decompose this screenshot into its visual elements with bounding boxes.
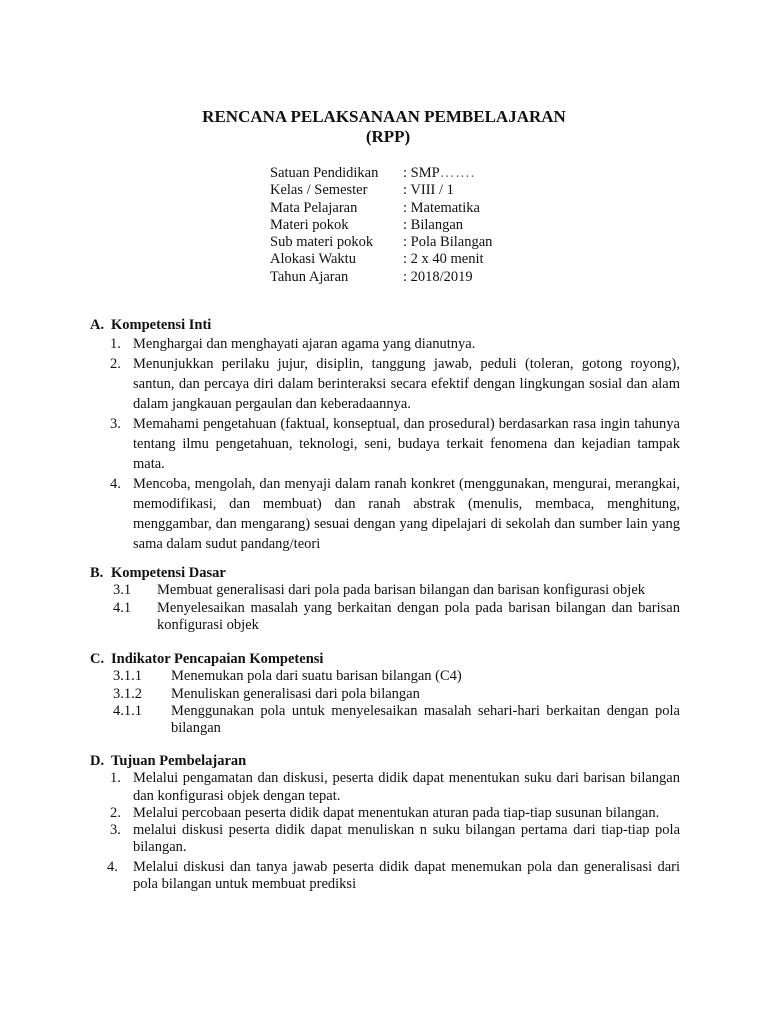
section-title: Tujuan Pembelajaran xyxy=(111,753,247,769)
title-line-2: (RPP) xyxy=(365,127,411,146)
list-item xyxy=(90,686,680,703)
section-letter: C. xyxy=(90,651,105,667)
list-number: 4. xyxy=(107,858,118,875)
identity-row xyxy=(270,182,492,199)
identity-label: Materi pokok xyxy=(270,216,349,233)
list-item xyxy=(90,703,680,738)
list-text: Membuat generalisasi dari pola pada barisan bilangan dan barisan konfigurasi objek xyxy=(157,582,646,599)
list-text: Menggunakan pola untuk menyelesaikan masalah sehari-hari berkaitan dengan pola bilangan xyxy=(171,702,680,737)
identity-label: Tahun Ajaran xyxy=(270,268,349,285)
document-title xyxy=(0,107,768,147)
section-tujuan xyxy=(90,753,680,893)
list-text: Menghargai dan menghayati ajaran agama yang dianutnya. xyxy=(133,336,476,353)
list-item xyxy=(90,582,680,599)
list-number: 3.1.2 xyxy=(113,685,142,702)
section-title: Kompetensi Dasar xyxy=(111,565,226,581)
identity-value: : Bilangan xyxy=(403,216,464,233)
list-number: 3. xyxy=(110,822,121,839)
list-text: Melalui percobaan peserta didik dapat menentukan aturan pada tiap-tiap susunan bilangan. xyxy=(133,804,660,821)
list-number: 3.1.1 xyxy=(113,668,142,685)
list-number: 1. xyxy=(110,336,121,353)
list-number: 4.1 xyxy=(113,599,132,616)
list-number: 1. xyxy=(110,770,121,787)
identity-label: Kelas / Semester xyxy=(270,182,368,199)
identity-value: : 2018/2019 xyxy=(403,268,473,285)
list-number: 3.1 xyxy=(113,582,132,599)
list-item xyxy=(90,668,680,685)
list-text: Mencoba, mengolah, dan menyaji dalam ranah konkret (menggunakan, mengurai, merangkai, memodifikasi, dan membuat) dan ranah abstrak (menulis, membaca, menghitung, menggambar, dan mengarang) sesuai dengan yang dipelajari di sekolah dan sumber lain yang sama dalam sudut pandang/teori xyxy=(133,476,680,553)
section-heading xyxy=(90,317,680,334)
list-item xyxy=(90,770,680,805)
list-text: Memahami pengetahuan (faktual, konseptual, dan prosedural) berdasarkan rasa ingin tahunya tentang ilmu pengetahuan, teknologi, seni, budaya terkait fenomena dan kejadian tampak mata. xyxy=(133,416,680,473)
list-text: Melalui diskusi dan tanya jawab peserta didik dapat menemukan pola dan generalisasi dari pola bilangan untuk membuat prediksi xyxy=(133,858,680,893)
identity-row xyxy=(270,217,492,234)
identity-row xyxy=(270,165,492,182)
list-number: 3. xyxy=(110,416,121,433)
list-number: 2. xyxy=(110,356,121,373)
section-heading xyxy=(90,651,680,668)
list-item xyxy=(90,354,680,414)
identity-table xyxy=(270,165,492,286)
section-kompetensi-dasar xyxy=(90,565,680,634)
list-item xyxy=(90,805,680,822)
section-heading xyxy=(90,565,680,582)
identity-label: Satuan Pendidikan xyxy=(270,165,379,181)
identity-row xyxy=(270,251,492,268)
identity-row xyxy=(270,269,492,286)
list-number: 4.1.1 xyxy=(113,702,142,719)
list-item xyxy=(90,334,680,354)
list-item xyxy=(90,859,680,894)
list-item xyxy=(90,474,680,554)
identity-value: : 2 x 40 menit xyxy=(403,251,484,268)
identity-row xyxy=(270,234,492,251)
section-letter: A. xyxy=(90,317,105,333)
section-title: Kompetensi Inti xyxy=(111,317,212,333)
identity-value-text: : SMP xyxy=(403,165,440,181)
section-heading xyxy=(90,753,680,770)
identity-value: : VIII / 1 xyxy=(403,182,454,199)
numbered-list xyxy=(90,770,680,893)
identity-row xyxy=(270,200,492,217)
identity-label: Mata Pelajaran xyxy=(270,199,358,216)
list-item xyxy=(90,414,680,474)
list-number: 2. xyxy=(110,804,121,821)
list-text: melalui diskusi peserta didik dapat menuliskan n suku bilangan pertama dari tiap-tiap pola bilangan. xyxy=(133,822,680,856)
identity-value-dots: ……. xyxy=(439,165,476,181)
identity-value: : Matematika xyxy=(403,199,480,216)
list-item xyxy=(90,822,680,857)
list-number: 4. xyxy=(110,476,121,493)
section-kompetensi-inti xyxy=(90,317,680,554)
identity-value xyxy=(403,165,475,182)
section-indikator xyxy=(90,651,680,737)
list-text: Menuliskan generalisasi dari pola bilangan xyxy=(171,685,420,702)
identity-label: Alokasi Waktu xyxy=(270,251,356,268)
numbered-list xyxy=(90,334,680,554)
list-item xyxy=(90,600,680,635)
identity-label: Sub materi pokok xyxy=(270,234,374,251)
section-letter: B. xyxy=(90,565,104,581)
section-title: Indikator Pencapaian Kompetensi xyxy=(111,651,324,667)
title-line-1: RENCANA PELAKSANAAN PEMBELAJARAN xyxy=(202,107,566,126)
section-letter: D. xyxy=(90,753,105,769)
list-text: Menyelesaikan masalah yang berkaitan dengan pola pada barisan bilangan dan barisan konfigurasi objek xyxy=(157,599,680,633)
identity-value: : Pola Bilangan xyxy=(403,234,493,251)
list-text: Melalui pengamatan dan diskusi, peserta didik dapat menentukan suku dari barisan bilangan dan konfigurasi objek dengan tepat. xyxy=(133,770,680,804)
list-text: Menunjukkan perilaku jujur, disiplin, tanggung jawab, peduli (toleran, gotong royong), santun, dan percaya diri dalam berinteraksi secara efektif dengan lingkungan sosial dan alam dalam jangkauan pergaulan dan keberadaannya. xyxy=(133,356,680,413)
list-text: Menemukan pola dari suatu barisan bilangan (C4) xyxy=(171,668,462,685)
